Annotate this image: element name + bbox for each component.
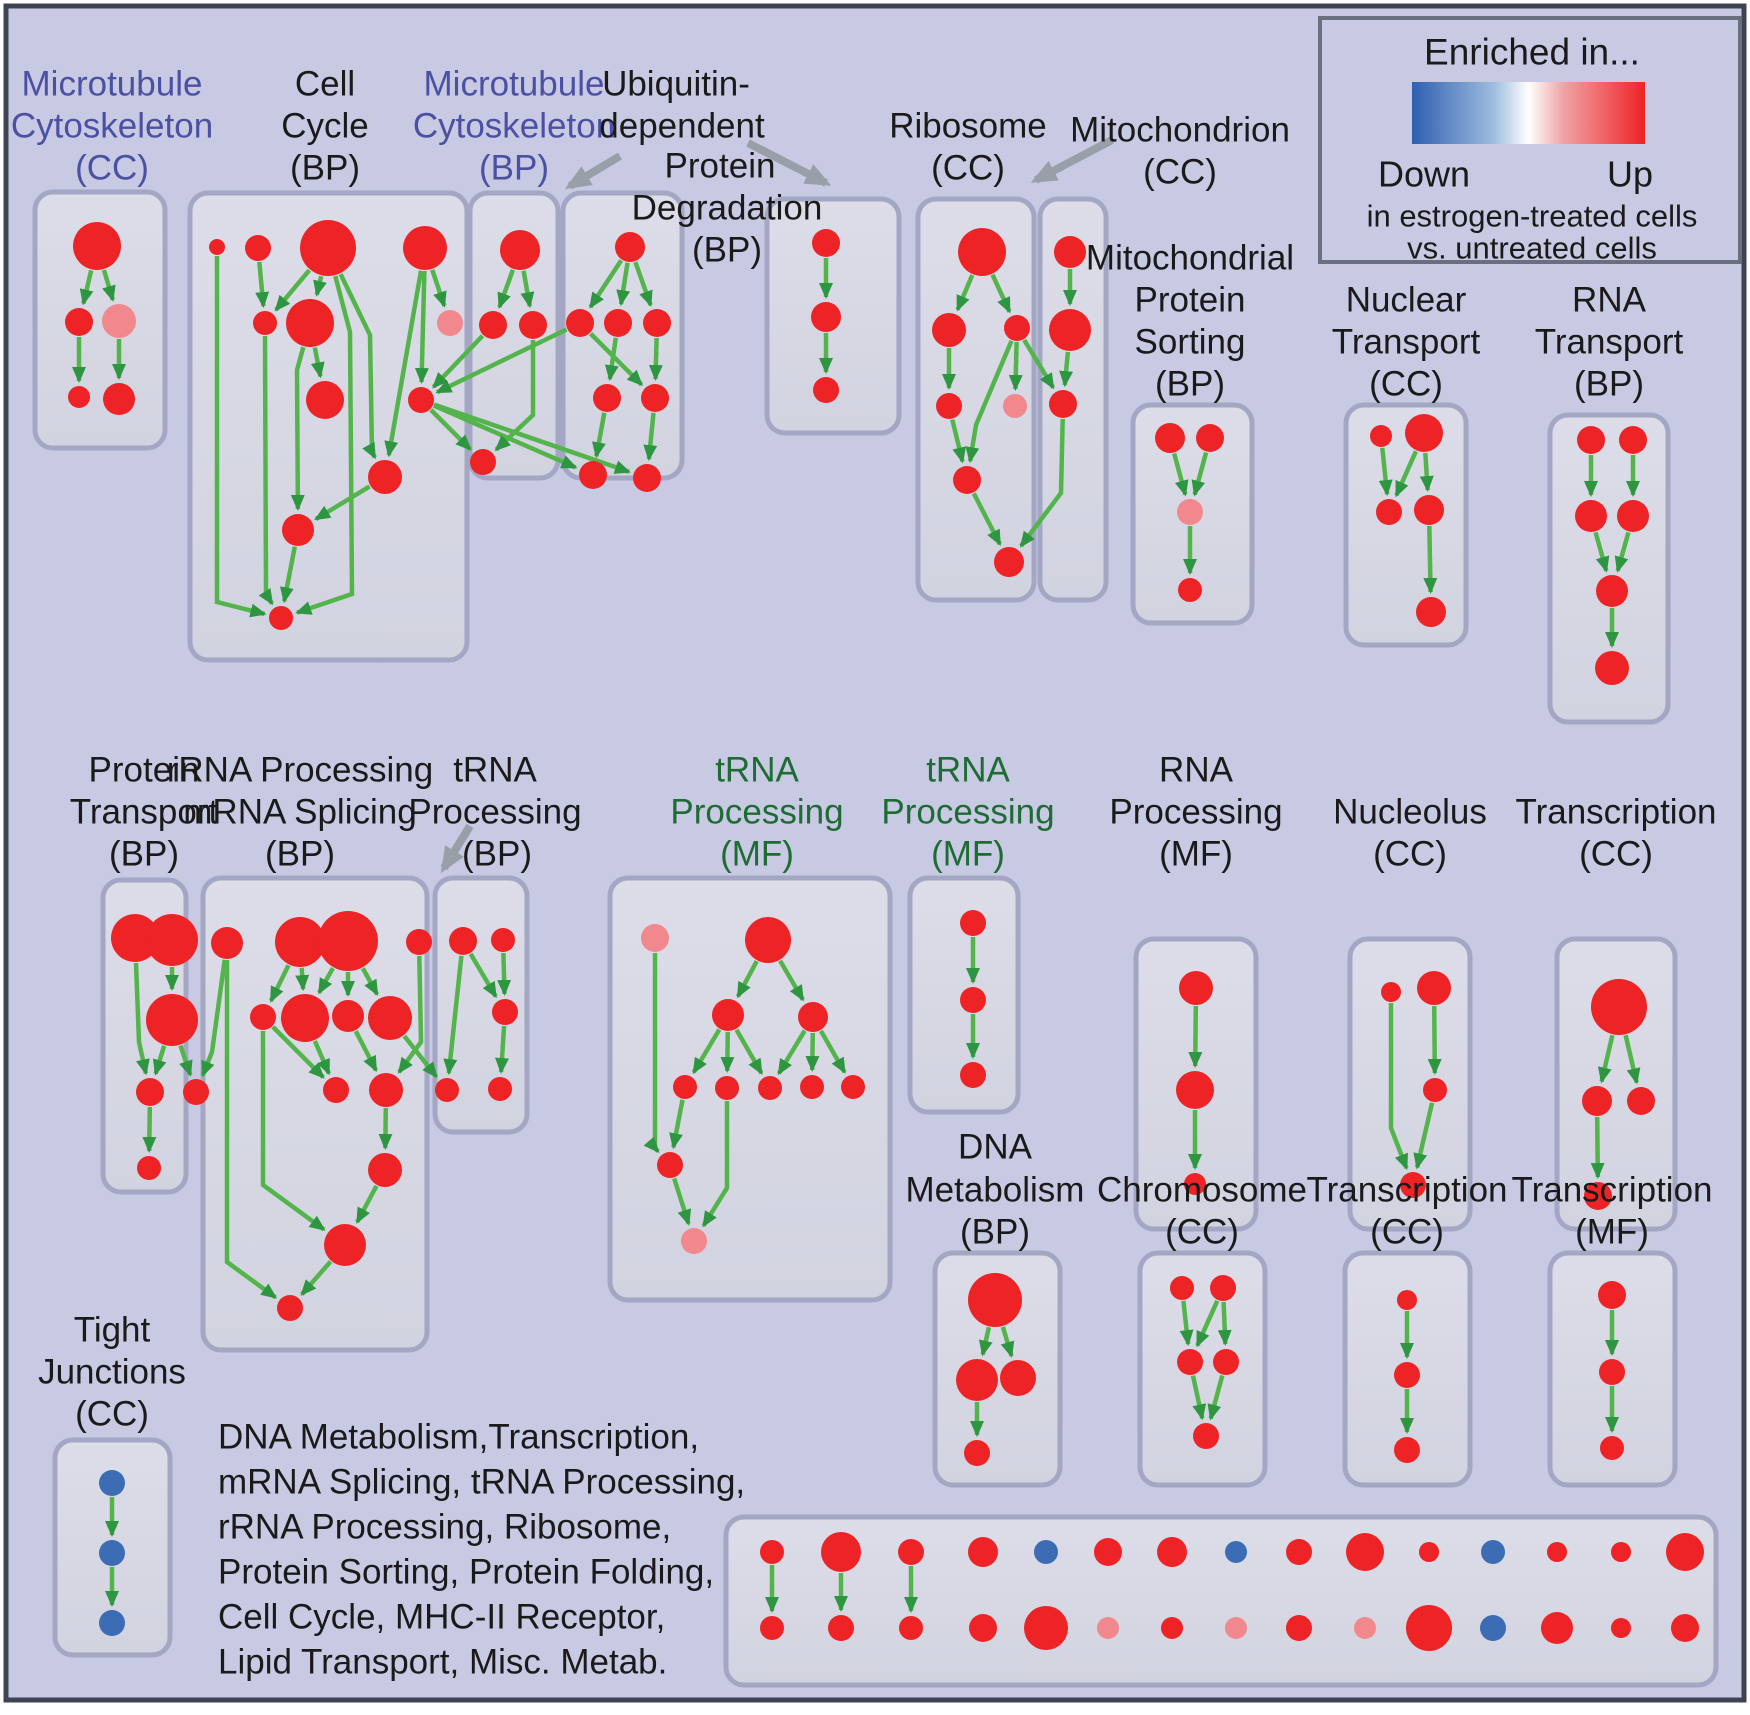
go-term-node-q5 (1596, 575, 1628, 607)
cluster-label-60: Junctions (38, 1352, 186, 1392)
go-term-node-e1 (1170, 1276, 1194, 1300)
go-term-node-nt5 (1416, 597, 1446, 627)
go-term-node-s6t (1094, 1538, 1122, 1566)
go-term-node-s15b (1671, 1614, 1699, 1642)
go-term-node-rb6 (953, 466, 981, 494)
go-term-node-f2 (745, 917, 791, 963)
edge-nt2-nt4 (1425, 453, 1427, 490)
edge-rr10-rr11 (385, 1108, 386, 1148)
go-term-node-cc8 (306, 381, 344, 419)
cluster-label-7: Cytoskeleton (412, 106, 616, 146)
cluster-label-19: Protein (1134, 280, 1246, 320)
cluster-label-2: (CC) (75, 148, 149, 188)
cluster-label-50: DNA (958, 1127, 1032, 1167)
cluster-label-29: Transport (69, 792, 219, 832)
go-term-node-s13b (1541, 1612, 1573, 1644)
cluster-label-40: tRNA (926, 750, 1010, 790)
go-term-node-s10b (1354, 1617, 1376, 1639)
go-term-node-f6 (715, 1076, 739, 1100)
cluster-label-26: Transport (1534, 322, 1684, 362)
go-term-node-ub4 (643, 309, 671, 337)
edge-w1-w2 (1195, 1006, 1196, 1066)
cluster-label-33: (BP) (265, 834, 335, 874)
go-term-node-ms4 (1178, 578, 1202, 602)
cluster-label-58: (MF) (1575, 1212, 1649, 1252)
go-term-node-rb2 (932, 313, 966, 347)
go-term-node-rr8 (368, 996, 412, 1040)
go-term-node-rb7 (994, 547, 1024, 577)
go-term-node-s14t (1611, 1542, 1631, 1562)
go-term-node-rr1 (211, 927, 243, 959)
go-term-node-s1t (760, 1540, 784, 1564)
cluster-box-mixed-strip (726, 1517, 1716, 1685)
cluster-label-56: (CC) (1370, 1212, 1444, 1252)
go-term-node-ms3 (1177, 499, 1203, 525)
go-term-node-x1 (1381, 982, 1401, 1002)
cluster-label-51: Metabolism (905, 1170, 1085, 1210)
cluster-label-1: Cytoskeleton (10, 106, 214, 146)
go-term-node-q4 (1617, 500, 1649, 532)
go-term-node-rr7 (332, 1000, 364, 1032)
go-term-node-cc1 (209, 239, 225, 255)
legend-up-label: Up (1606, 153, 1654, 195)
cluster-label-63: mRNA Splicing, tRNA Processing, (218, 1462, 746, 1502)
cluster-label-42: (MF) (931, 834, 1005, 874)
go-term-node-j1 (99, 1470, 125, 1496)
cluster-label-45: (MF) (1159, 834, 1233, 874)
go-term-node-f11 (681, 1228, 707, 1254)
cluster-box-nuclear-transport-cc (1346, 405, 1466, 645)
legend-subtitle-1: in estrogen-treated cells (1366, 198, 1698, 234)
go-term-node-k2 (1599, 1359, 1625, 1385)
cluster-label-48: Transcription (1515, 792, 1717, 832)
go-term-node-mt2 (1049, 309, 1091, 351)
go-term-node-y1 (1591, 979, 1647, 1035)
go-term-node-cc5 (253, 311, 277, 335)
cluster-label-3: Cell (294, 64, 356, 104)
go-term-node-ub7 (579, 461, 607, 489)
go-term-node-rb5 (1003, 394, 1027, 418)
legend-subtitle-2: vs. untreated cells (1407, 230, 1657, 266)
go-term-node-s6b (1097, 1617, 1119, 1639)
cluster-label-65: Protein Sorting, Protein Folding, (218, 1552, 715, 1592)
cluster-label-9: Ubiquitin- (602, 64, 750, 104)
cluster-label-35: Processing (408, 792, 582, 832)
go-term-node-mc3 (102, 304, 136, 338)
cluster-label-0: Microtubule (21, 64, 203, 104)
cluster-label-66: Cell Cycle, MHC-II Receptor, (218, 1597, 666, 1637)
cluster-label-30: (BP) (109, 834, 179, 874)
cluster-label-54: (CC) (1165, 1212, 1239, 1252)
go-term-node-j3 (99, 1610, 125, 1636)
cluster-label-12: Degradation (631, 188, 823, 228)
go-term-node-k3 (1600, 1436, 1624, 1460)
go-term-node-s8t (1225, 1541, 1247, 1563)
go-term-node-q1 (1577, 426, 1605, 454)
go-term-node-cc11 (282, 514, 314, 546)
go-term-node-q6 (1595, 651, 1629, 685)
go-term-node-q2 (1619, 426, 1647, 454)
go-term-node-tb2 (491, 928, 515, 952)
cluster-box-chromosome-cc (1140, 1253, 1265, 1485)
edge-tb2-tb3 (503, 953, 504, 994)
cluster-label-24: (CC) (1369, 364, 1443, 404)
cluster-label-36: (BP) (462, 834, 532, 874)
go-term-node-e5 (1193, 1423, 1219, 1449)
cluster-label-34: tRNA (453, 750, 537, 790)
go-term-node-ub5 (593, 384, 621, 412)
go-term-node-rr3 (318, 911, 378, 971)
cluster-label-44: Processing (1109, 792, 1283, 832)
go-term-node-s8b (1225, 1617, 1247, 1639)
go-term-node-f8 (800, 1075, 824, 1099)
go-term-node-cc3 (300, 220, 356, 276)
go-term-node-w2 (1176, 1071, 1214, 1109)
cluster-label-41: Processing (881, 792, 1055, 832)
go-term-node-s9b (1286, 1615, 1312, 1641)
go-term-node-rb1 (958, 228, 1006, 276)
edge-f4-f8 (812, 1033, 813, 1070)
cluster-label-57: Transcription (1511, 1170, 1713, 1210)
go-term-node-f5 (673, 1075, 697, 1099)
go-term-node-d1 (968, 1273, 1022, 1327)
go-term-node-s5t (1034, 1540, 1058, 1564)
go-term-node-mb3 (519, 311, 547, 339)
go-term-node-cc9 (408, 387, 434, 413)
go-term-node-d2 (956, 1359, 998, 1401)
go-term-node-ub3 (604, 309, 632, 337)
go-term-node-cc7 (437, 310, 463, 336)
go-term-node-g1 (960, 910, 986, 936)
cluster-label-23: Transport (1331, 322, 1481, 362)
go-term-node-nt3 (1376, 499, 1402, 525)
cluster-label-53: Chromosome (1096, 1170, 1308, 1210)
go-term-node-ch1 (812, 229, 840, 257)
go-term-node-mb2 (479, 311, 507, 339)
go-term-node-tb1 (449, 927, 477, 955)
go-term-node-s12b (1480, 1615, 1506, 1641)
cluster-label-5: (BP) (290, 148, 360, 188)
go-term-node-s12t (1481, 1540, 1505, 1564)
go-term-node-cc10 (368, 460, 402, 494)
cluster-label-17: (CC) (1143, 152, 1217, 192)
go-term-node-nt1 (1370, 425, 1392, 447)
go-term-node-ub2 (566, 309, 594, 337)
edge-e2-e4 (1224, 1302, 1226, 1344)
cluster-label-16: Mitochondrion (1070, 110, 1290, 150)
edge-y2-y4 (1597, 1117, 1598, 1177)
go-term-node-z3 (1394, 1437, 1420, 1463)
edge-rb3-rb5 (1015, 342, 1016, 389)
go-term-node-s11t (1419, 1542, 1439, 1562)
cluster-label-43: RNA (1159, 750, 1233, 790)
go-term-node-s15t (1666, 1533, 1704, 1571)
legend-down-label: Down (1377, 153, 1471, 195)
legend-title: Enriched in... (1424, 31, 1640, 73)
go-term-node-nt4 (1414, 495, 1444, 525)
cluster-label-21: (BP) (1155, 364, 1225, 404)
go-term-node-s10t (1346, 1533, 1384, 1571)
go-term-node-tb5 (488, 1077, 512, 1101)
go-term-node-mc2 (65, 308, 93, 336)
go-term-node-v6 (137, 1156, 161, 1180)
go-term-node-mt3 (1049, 390, 1077, 418)
edge-rr2-rr6 (302, 968, 303, 989)
legend-gradient-bar (1412, 82, 1645, 144)
go-term-node-s3t (898, 1539, 924, 1565)
go-term-node-nt2 (1405, 414, 1443, 452)
cluster-label-22: Nuclear (1345, 280, 1467, 320)
go-term-node-ub1 (615, 232, 645, 262)
go-term-node-tb4 (435, 1078, 459, 1102)
go-term-node-d4 (964, 1440, 990, 1466)
go-term-node-k1 (1598, 1281, 1626, 1309)
cluster-label-39: (MF) (720, 834, 794, 874)
go-term-node-d3 (1000, 1360, 1036, 1396)
go-term-node-s11b (1406, 1605, 1452, 1651)
go-term-node-e3 (1177, 1349, 1203, 1375)
go-term-node-mc1 (73, 222, 121, 270)
go-term-node-y2 (1582, 1086, 1612, 1116)
cluster-label-6: Microtubule (423, 64, 605, 104)
go-term-node-f3 (712, 999, 744, 1031)
go-term-node-x3 (1423, 1078, 1447, 1102)
go-term-node-ms1 (1155, 423, 1185, 453)
go-term-node-s2b (828, 1615, 854, 1641)
cluster-label-20: Sorting (1134, 322, 1246, 362)
go-term-node-y3 (1627, 1087, 1655, 1115)
go-term-node-w1 (1179, 971, 1213, 1005)
go-term-node-rb4 (936, 393, 962, 419)
go-term-node-f9 (841, 1075, 865, 1099)
edge-v4-v6 (149, 1107, 150, 1151)
cluster-label-10: dependent (599, 106, 765, 146)
go-term-node-rr9 (323, 1077, 349, 1103)
go-term-node-rr13 (277, 1295, 303, 1321)
go-term-node-s2t (821, 1532, 861, 1572)
go-term-node-ch2 (811, 302, 841, 332)
go-term-node-e2 (1210, 1275, 1236, 1301)
go-term-node-v4 (136, 1078, 164, 1106)
edge-f3-f6 (727, 1032, 728, 1071)
cluster-label-37: tRNA (715, 750, 799, 790)
cluster-label-67: Lipid Transport, Misc. Metab. (218, 1642, 668, 1682)
go-term-node-s4b (969, 1614, 997, 1642)
cluster-label-27: (BP) (1574, 364, 1644, 404)
legend (1320, 18, 1740, 266)
go-term-node-mb4 (470, 449, 496, 475)
edge-ub4-ub6 (656, 338, 657, 379)
go-term-node-s9t (1286, 1539, 1312, 1565)
go-term-node-mt1 (1054, 236, 1086, 268)
cluster-label-31: rRNA Processing (166, 750, 434, 790)
cluster-label-38: Processing (670, 792, 844, 832)
cluster-label-52: (BP) (960, 1212, 1030, 1252)
cluster-label-25: RNA (1572, 280, 1646, 320)
go-term-node-rr6 (281, 994, 329, 1042)
edge-cc4-cc9 (422, 271, 425, 382)
cluster-label-62: DNA Metabolism,Transcription, (218, 1417, 700, 1457)
go-term-node-s1b (760, 1616, 784, 1640)
go-term-node-rr10 (369, 1073, 403, 1107)
go-term-node-f7 (758, 1076, 782, 1100)
cluster-label-64: rRNA Processing, Ribosome, (218, 1507, 672, 1547)
cluster-label-59: Tight (73, 1310, 151, 1350)
go-term-node-ub6 (641, 384, 669, 412)
go-term-node-ms2 (1196, 424, 1224, 452)
go-term-node-rr4 (406, 929, 432, 955)
go-term-node-g2 (960, 987, 986, 1013)
cluster-label-47: (CC) (1373, 834, 1447, 874)
go-term-node-cc6 (286, 299, 334, 347)
cluster-label-13: (BP) (692, 230, 762, 270)
go-term-node-z1 (1397, 1290, 1417, 1310)
go-term-node-s5b (1024, 1606, 1068, 1650)
cluster-label-32: mRNA Splicing (183, 792, 417, 832)
go-term-node-f1 (641, 924, 669, 952)
go-term-node-rr11 (368, 1153, 402, 1187)
cluster-label-49: (CC) (1579, 834, 1653, 874)
go-term-node-mc4 (68, 386, 90, 408)
go-term-node-s14b (1611, 1618, 1631, 1638)
go-term-node-g3 (960, 1062, 986, 1088)
cluster-label-4: Cycle (281, 106, 369, 146)
cluster-label-8: (BP) (479, 148, 549, 188)
cluster-label-28: Protein (88, 750, 200, 790)
go-term-node-f4 (798, 1002, 828, 1032)
go-term-node-rr5 (250, 1004, 276, 1030)
edge-nt4-nt5 (1429, 526, 1430, 592)
cluster-label-61: (CC) (75, 1394, 149, 1434)
go-term-node-tb3 (492, 999, 518, 1025)
go-term-node-s7b (1161, 1617, 1183, 1639)
go-term-node-ub8 (633, 464, 661, 492)
go-term-node-z2 (1394, 1362, 1420, 1388)
go-term-node-cc4 (403, 226, 447, 270)
go-term-node-x2 (1417, 971, 1451, 1005)
go-term-node-q3 (1575, 500, 1607, 532)
go-term-node-cc12 (269, 606, 293, 630)
edge-tb3-tb5 (501, 1026, 504, 1072)
go-term-node-rb3 (1004, 315, 1030, 341)
cluster-label-14: Ribosome (889, 106, 1047, 146)
cluster-label-15: (CC) (931, 148, 1005, 188)
go-term-node-mc5 (103, 383, 135, 415)
cluster-label-11: Protein (664, 146, 776, 186)
go-term-node-j2 (99, 1540, 125, 1566)
go-term-node-ch3 (813, 377, 839, 403)
go-term-node-rr12 (324, 1224, 366, 1266)
edge-x2-x3 (1434, 1006, 1435, 1073)
go-term-node-f10 (657, 1152, 683, 1178)
go-term-node-e4 (1213, 1349, 1239, 1375)
go-term-node-v2 (146, 914, 198, 966)
go-term-node-mb1 (500, 230, 540, 270)
go-term-node-rr2 (275, 917, 325, 967)
go-term-node-s7t (1157, 1537, 1187, 1567)
cluster-label-46: Nucleolus (1333, 792, 1487, 832)
go-term-node-cc2 (245, 235, 271, 261)
go-term-node-s13t (1547, 1542, 1567, 1562)
cluster-label-18: Mitochondrial (1085, 238, 1295, 278)
go-term-node-v5 (183, 1079, 209, 1105)
go-term-node-v3 (146, 994, 198, 1046)
go-term-node-s4t (968, 1537, 998, 1567)
edge-mt2-mt3 (1065, 352, 1068, 385)
go-term-node-s3b (899, 1616, 923, 1640)
cluster-label-55: Transcription (1306, 1170, 1508, 1210)
